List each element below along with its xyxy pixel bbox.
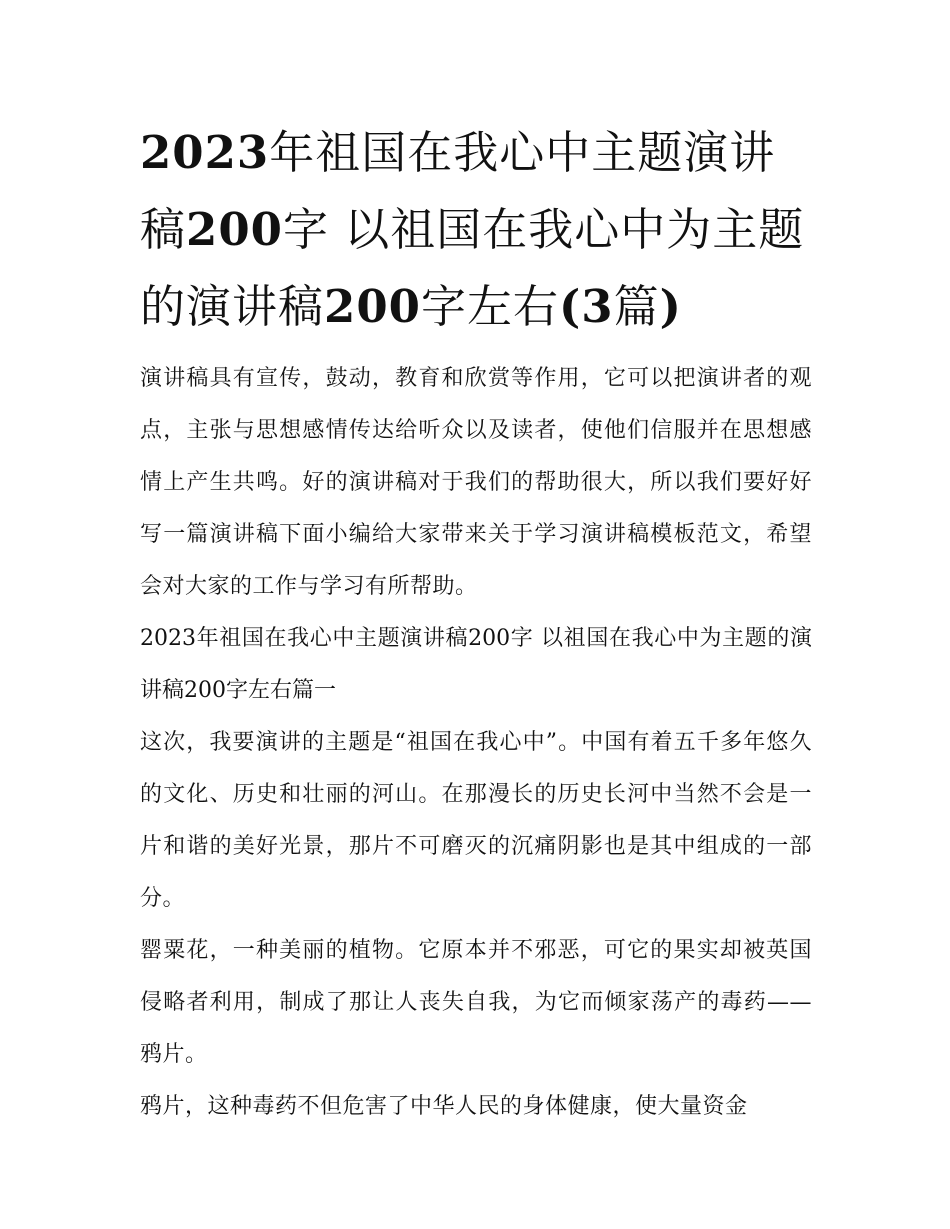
body-paragraph: 罂粟花，一种美丽的植物。它原本并不邪恶，可它的果实却被英国侵略者利用，制成了那让人丧失自我，为它而倾家荡产的毒药——鸦片。 xyxy=(140,938,812,1067)
document-title: 2023年祖国在我心中主题演讲稿200字 以祖国在我心中为主题的演讲稿200字左右(3篇) xyxy=(140,126,805,333)
intro-paragraph: 演讲稿具有宣传，鼓动，教育和欣赏等作用，它可以把演讲者的观点，主张与思想感情传达给听众以及读者，使他们信服并在思想感情上产生共鸣。好的演讲稿对于我们的帮助很大，所以我们要好好写一篇演讲稿下面小编给大家带来关于学习演讲稿模板范文，希望会对大家的工作与学习有所帮助。 xyxy=(140,366,812,599)
document-page xyxy=(140,114,812,1133)
section-heading: 2023年祖国在我心中主题演讲稿200字 以祖国在我心中为主题的演讲稿200字左右篇一 xyxy=(140,626,812,703)
body-paragraph: 鸦片，这种毒药不但危害了中华人民的身体健康，使大量资金 xyxy=(140,1094,748,1119)
body-paragraph: 这次，我要演讲的主题是“祖国在我心中”。中国有着五千多年悠久的文化、历史和壮丽的河山。在那漫长的历史长河中当然不会是一片和谐的美好光景，那片不可磨灭的沉痛阴影也是其中组成的一部分。 xyxy=(140,730,812,911)
